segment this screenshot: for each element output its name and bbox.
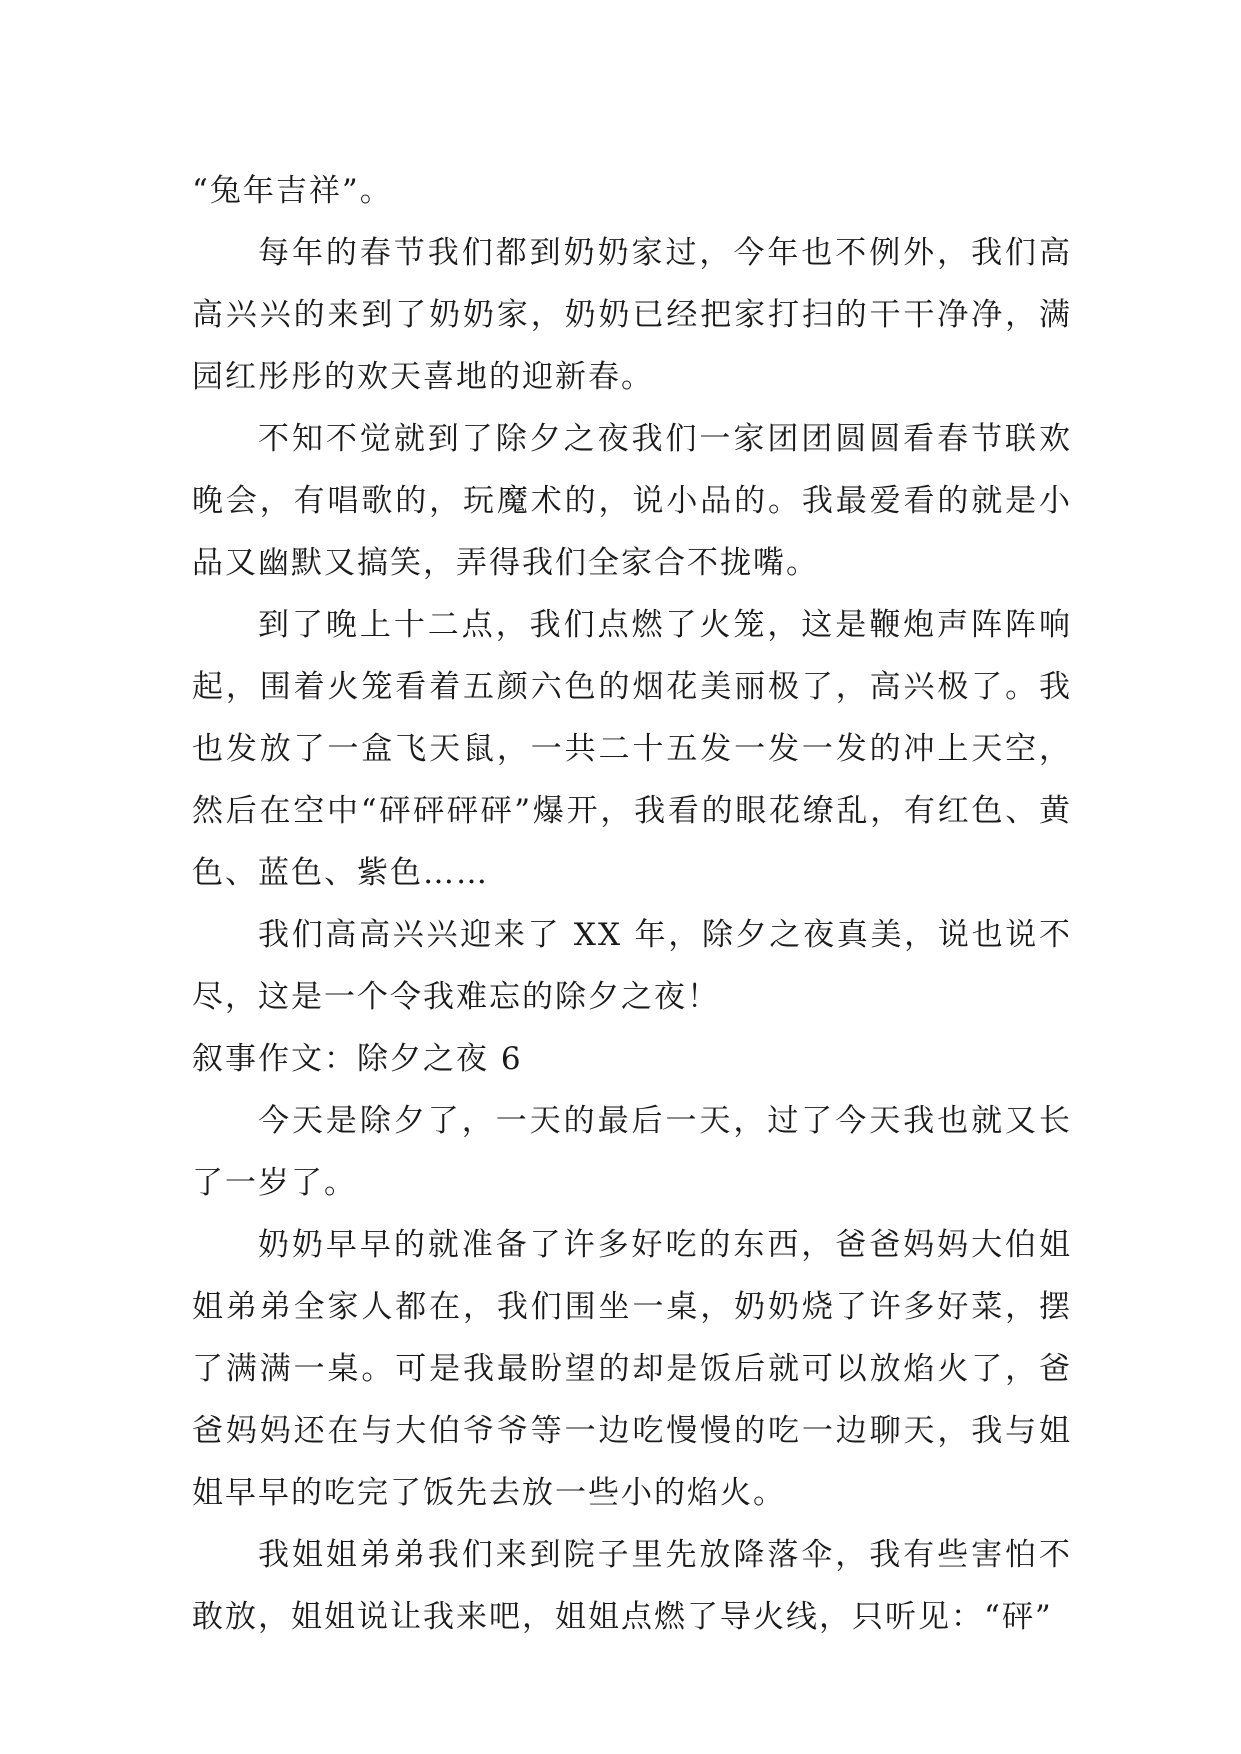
paragraph-gala: 不知不觉就到了除夕之夜我们一家团团圆圆看春节联欢晚会，有唱歌的，玩魔术的，说小品的。我最爱看的就是小品又幽默又搞笑，弄得我们全家合不拢嘴。 (192, 421, 1072, 581)
essay-body (192, 160, 1072, 1648)
paragraph-family-dinner: 奶奶早早的就准备了许多好吃的东西，爸爸妈妈大伯姐姐弟弟全家人都在，我们围坐一桌，奶奶烧了许多好菜，摆了满满一桌。可是我最盼望的却是饭后就可以放焰火了，爸爸妈妈还在与大伯爷爷等一边吃慢慢的吃一边聊天，我与姐姐早早的吃完了饭先去放一些小的焰火。 (192, 1227, 1072, 1511)
paragraph-closing: 我们高高兴兴迎来了 XX 年，除夕之夜真美，说也说不尽，这是一个令我难忘的除夕之夜！ (192, 917, 1072, 1015)
section-heading: 叙事作文：除夕之夜 6 (192, 1041, 523, 1077)
paragraph-courtyard: 我姐姐弟弟我们来到院子里先放降落伞，我有些害怕不敢放，姐姐说让我来吧，姐姐点燃了导火线，只听见：“砰” (192, 1537, 1072, 1635)
paragraph-opening-fragment: “兔年吉祥”。 (192, 173, 393, 209)
paragraph-fireworks: 到了晚上十二点，我们点燃了火笼，这是鞭炮声阵阵响起，围着火笼看着五颜六色的烟花美丽极了，高兴极了。我也发放了一盒飞天鼠，一共二十五发一发一发的冲上天空，然后在空中“砰砰砰砰”爆开，我看的眼花缭乱，有红色、黄色、蓝色、紫色…… (192, 607, 1072, 891)
paragraph-new-year-eve: 今天是除夕了，一天的最后一天，过了今天我也就又长了一岁了。 (192, 1103, 1072, 1201)
paragraph-spring-festival: 每年的春节我们都到奶奶家过，今年也不例外，我们高高兴兴的来到了奶奶家，奶奶已经把家打扫的干干净净，满园红彤彤的欢天喜地的迎新春。 (192, 235, 1072, 395)
